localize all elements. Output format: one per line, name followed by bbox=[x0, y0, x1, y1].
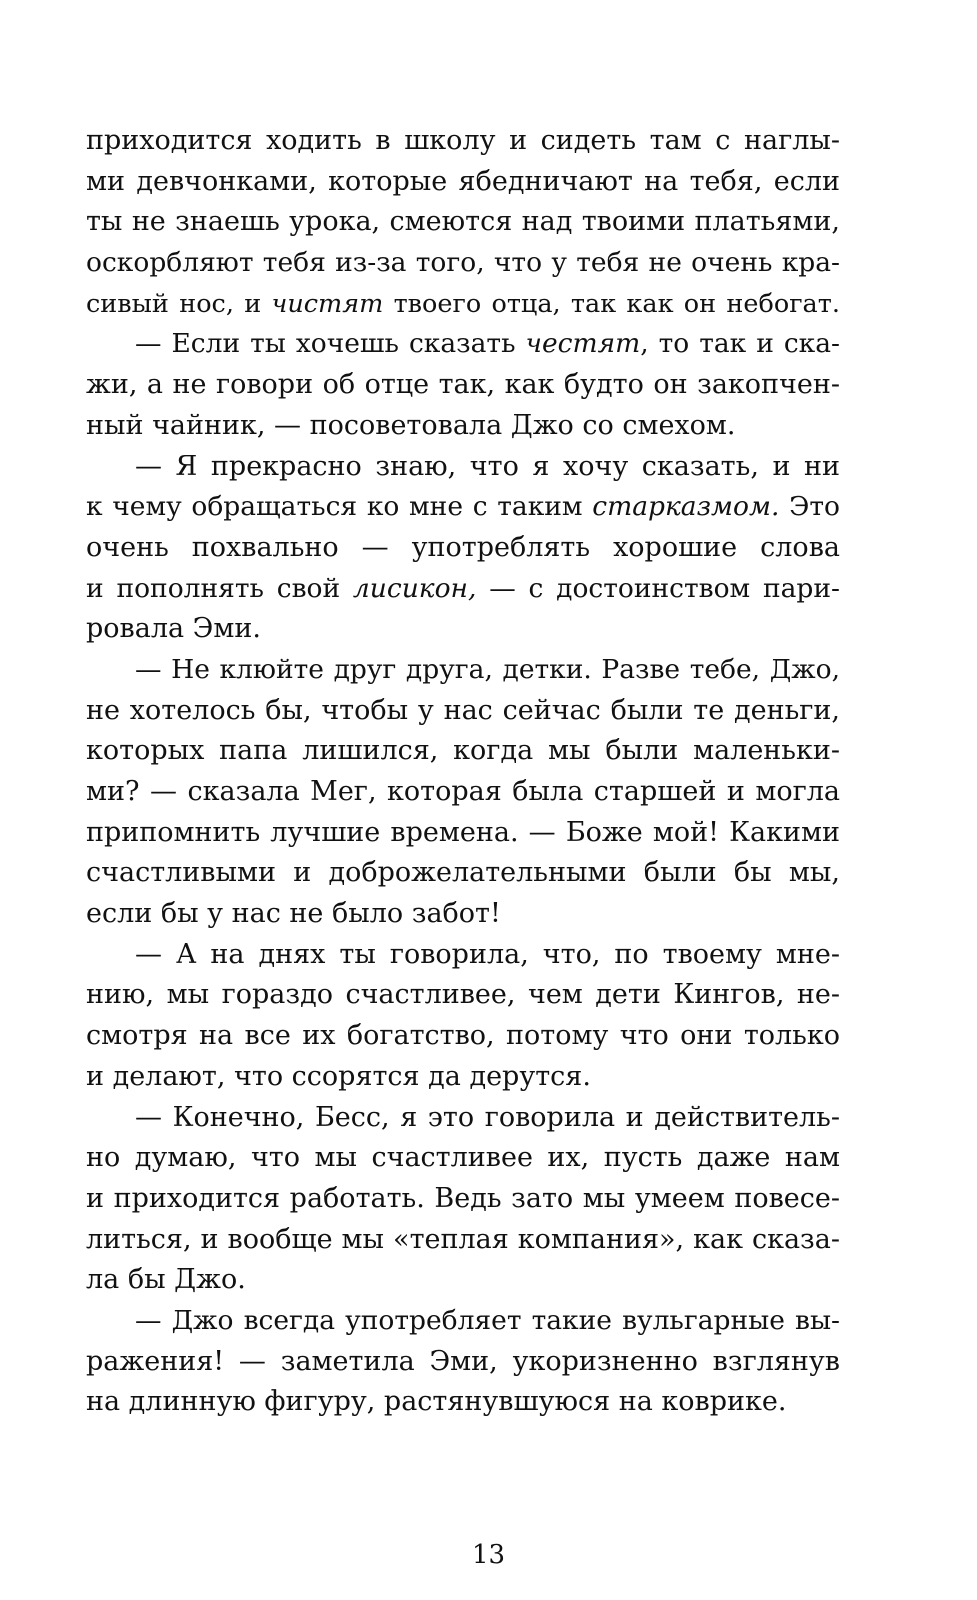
text-line: жи, а не говори об отце так, как будто он закопчен- bbox=[86, 369, 840, 401]
text-line: — А на днях ты говорила, что, по твоему мне- bbox=[135, 938, 840, 970]
text-line: — Если ты хочешь сказать честят, то так и ска- bbox=[135, 328, 840, 360]
text-line: не хотелось бы, чтобы у нас сейчас были те деньги, bbox=[86, 694, 840, 726]
text-line: — Джо всегда употребляет такие вульгарные вы- bbox=[135, 1304, 840, 1336]
text-line: ражения! — заметила Эми, укоризненно взглянув bbox=[86, 1345, 840, 1377]
text-line: ровала Эми. bbox=[86, 613, 261, 645]
text-line: и делают, что ссорятся да дерутся. bbox=[86, 1060, 591, 1092]
text-line: и приходится работать. Ведь зато мы умеем повесе- bbox=[86, 1182, 840, 1214]
text-line: ла бы Джо. bbox=[86, 1264, 246, 1296]
text-line: — Не клюйте друг друга, детки. Разве тебе, Джо, bbox=[135, 653, 840, 685]
text-line: если бы у нас не было забот! bbox=[86, 898, 501, 930]
text-line: нию, мы гораздо счастливее, чем дети Кингов, не- bbox=[86, 979, 840, 1011]
text-line: литься, и вообще мы «теплая компания», как сказа- bbox=[86, 1223, 840, 1255]
italic-word: старказмом. bbox=[592, 491, 780, 523]
text-line: которых папа лишился, когда мы были маленьки- bbox=[86, 735, 840, 767]
text-line: очень похвально — употреблять хорошие слова bbox=[86, 531, 840, 563]
text-line: сивый нос, и чистят твоего отца, так как он небогат. bbox=[86, 288, 840, 319]
text-line: смотря на все их богатство, потому что они только bbox=[86, 1020, 840, 1052]
text-line: к чему обращаться ко мне с таким старказмом. Это bbox=[86, 491, 840, 523]
text-line: на длинную фигуру, растянувшуюся на коврике. bbox=[86, 1386, 787, 1418]
italic-word: честят bbox=[525, 328, 641, 360]
text-line: — Конечно, Бесс, я это говорила и действитель- bbox=[135, 1101, 840, 1133]
text-line: ми девчонками, которые ябедничают на тебя, если bbox=[86, 165, 840, 197]
text-line: счастливыми и доброжелательными были бы мы, bbox=[86, 857, 840, 889]
text-line: ный чайник, — посоветовала Джо со смехом. bbox=[86, 409, 736, 441]
page-number: 13 bbox=[471, 1540, 506, 1570]
text-line: и пополнять свой лисикон, — с достоинством пари- bbox=[86, 572, 840, 604]
text-line: ми? — сказала Мег, которая была старшей и могла bbox=[86, 776, 840, 807]
italic-word: лисикон, bbox=[352, 572, 477, 604]
body-text bbox=[86, 121, 840, 1423]
text-line: — Я прекрасно знаю, что я хочу сказать, и ни bbox=[135, 450, 840, 482]
text-line: оскорбляют тебя из-за того, что у тебя не очень кра- bbox=[86, 247, 840, 279]
text-line: ты не знаешь урока, смеются над твоими платьями, bbox=[86, 206, 840, 238]
text-line: припомнить лучшие времена. — Боже мой! Какими bbox=[86, 816, 840, 848]
text-line: но думаю, что мы счастливее их, пусть даже нам bbox=[86, 1142, 840, 1174]
text-line: приходится ходить в школу и сидеть там с наглы- bbox=[86, 125, 840, 156]
italic-word: чистят bbox=[271, 288, 384, 319]
